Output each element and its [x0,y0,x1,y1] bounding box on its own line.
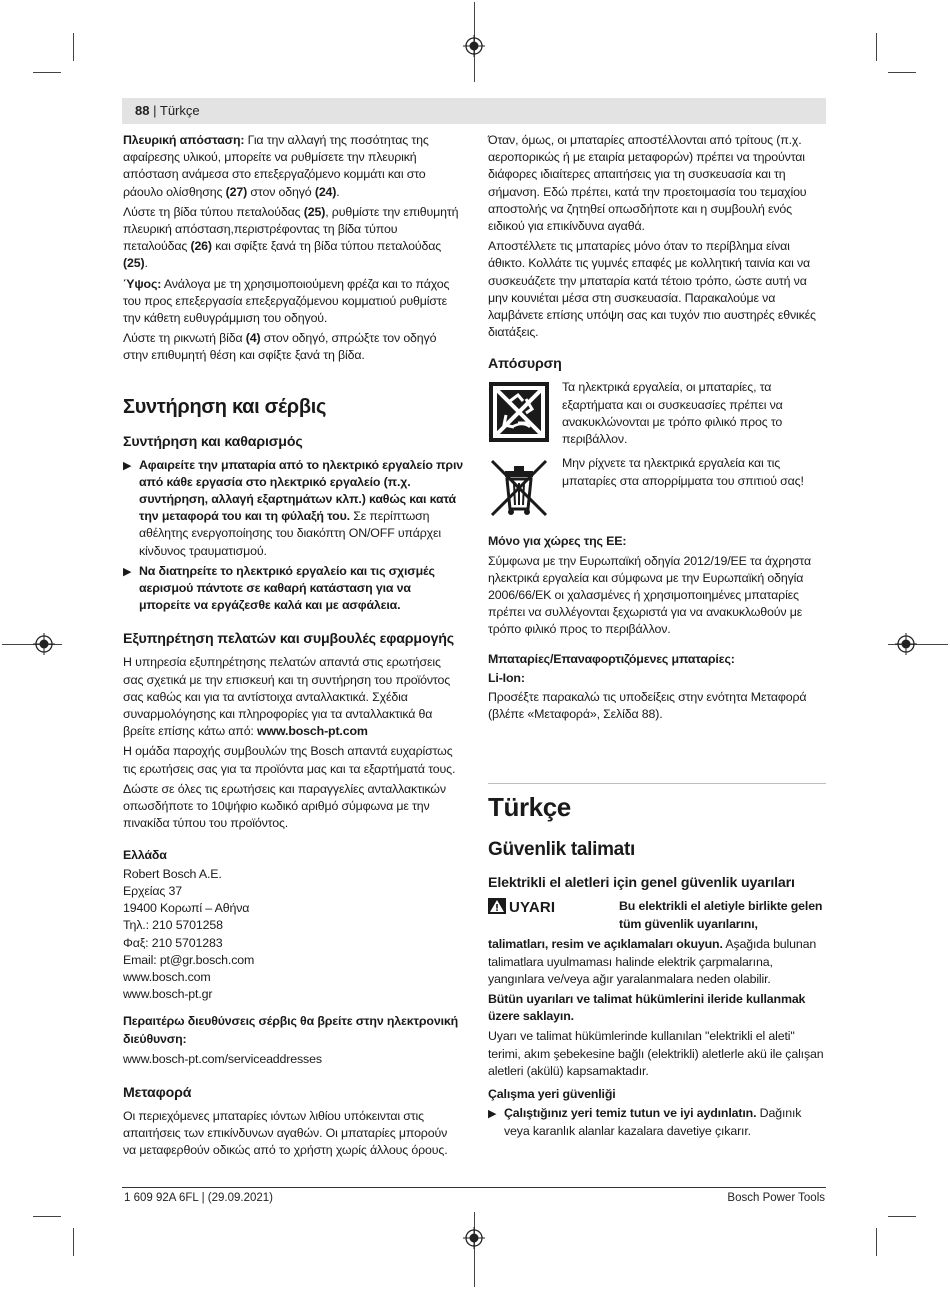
page-number: 88 [135,103,150,118]
footer-brand: Bosch Power Tools [727,1192,825,1204]
transport-paragraph: Οι περιεχόμενες μπαταρίες ιόντων λιθίου υπόκεινται στις απαιτήσεις των επικίνδυνων αγαθών. Οι μπαταρίες μπορούν να μεταφερθούν οδικώς από το χρήστη χωρίς άλλους όρους. [123,1108,448,1158]
bosch-pt-link[interactable]: www.bosch-pt.com [257,724,368,739]
wing-screw-paragraph: Λύστε τη βίδα τύπου πεταλούδας (25), ρυθμίστε την επιθυμητή πλευρική απόσταση,περιστρέφοντας τη βίδα τύπου πεταλούδας (26) και σφίξτε ξανά τη βίδα τύπου πεταλούδας (25). [123,204,459,271]
crop-mark-top-left-h [33,72,61,73]
registration-mark-icon [895,633,917,655]
right-column [488,132,826,1143]
heading-batteries: Μπαταρίες/Επαναφορτιζόμενες μπαταρίες: [488,651,735,666]
height-paragraph: Ύψος: Ανάλογα με τη χρησιμοποιούμενη φρέζα και το πάχος του προς επεξεργασία επεξεργαζόμενου κομματιού ρυθμίστε την κάθετη ευθυγράμμιση του οδηγού. [123,276,450,326]
crop-mark-bottom-left-h [33,1216,61,1217]
registration-mark-icon [463,35,485,57]
crop-mark-bottom-right-v [876,1228,877,1256]
warning-label: UYARI [488,898,555,916]
address-line: Robert Bosch A.E. [123,866,222,881]
heading-maintenance-cleaning: Συντήρηση και καθαρισμός [123,433,303,450]
bullet-triangle-icon: ▶ [123,459,132,472]
packaging-paragraph: Αποστέλλετε τις μπαταρίες μόνο όταν το περίβλημα είναι άθικτο. Κολλάτε τις γυμνές επαφές με κολλητική ταινία και να συσκευάζετε την μπαταρία κατά τέτοιο τρόπο, ώστε αυτή να μην κουνιέται μέσα στη συσκευασία. Παρακαλούμε να λαμβάνετε επίσης υπόψη σας και τυχόν πιο αυστηρές εθνικές διατάξεις. [488,239,816,340]
bullet-triangle-icon: ▶ [488,1108,497,1121]
disposal-bin-row [488,455,826,527]
bullet-triangle-icon: ▶ [123,565,132,578]
header-language: Türkçe [159,103,200,118]
list-item: ▶ Αφαιρείτε την μπαταρία από το ηλεκτρικό εργαλείο πριν από κάθε εργασία στο ηλεκτρικό εργαλείο (π.χ. συντήρηση, αλλαγή εξαρτημάτων κλπ.) καθώς και κατά την μεταφορά του και τη φύλαξή του. Σε περίπτωση αθέλητης ενεργοποίησης του διακόπτη ON/OFF υπάρχει κίνδυνος τραυματισμού. [123,457,463,558]
keep-instructions-note: Bütün uyarıları ve talimat hükümlerini ileride kullanmak üzere saklayın. [488,992,806,1024]
reg-line-bottom [474,1212,475,1287]
footer-rule [122,1187,826,1188]
disposal-text-2: Μην ρίχνετε τα ηλεκτρικά εργαλεία και τις μπαταρίες στα απορρίμματα του σπιτιού σας! [562,456,804,488]
header-separator: | [153,103,157,118]
crossed-bin-icon [488,457,550,519]
crop-mark-top-right-h [888,72,916,73]
more-service-addresses-note: Περαιτέρω διευθύνσεις σέρβις θα βρείτε στην ηλεκτρονική διεύθυνση: [123,1014,459,1046]
heading-maintenance-service: Συντήρηση και σέρβις [123,395,327,418]
list-item: ▶ Να διατηρείτε το ηλεκτρικό εργαλείο και τις σχισμές αερισμού πάντοτε σε καθαρή κατάσταση για να μπορείτε να εργάζεσθε καλά και με ασφάλεια. [123,563,435,613]
disposal-recycle-row [488,379,826,455]
heading-work-area-safety: Çalışma yeri güvenliği [488,1087,616,1102]
crop-mark-bottom-left-v [73,1228,74,1256]
crop-mark-top-right-v [876,33,877,61]
recycle-crossed-icon [488,381,550,443]
warning-block [488,898,826,936]
address-line: 19400 Κορωπί – Αθήνα [123,901,250,916]
term-definition-paragraph: Uyarı ve talimat hükümlerinde kullanılan "elektrikli el aleti" terimi, akım şebekesine bağlı (elektrikli) aletlerle akü ile çalışan aletleri (akülü) kapsamaktadır. [488,1029,824,1078]
customer-service-paragraph-3: Δώστε σε όλες τις ερωτήσεις και παραγγελίες ανταλλακτικών οπωσδήποτε το 10ψήφιο κωδικό αριθμό σύμφωνα με την πινακίδα τύπου του προϊόντος. [123,781,446,831]
registration-mark-icon [33,633,55,655]
heading-guvenlik: Güvenlik talimatı [488,839,635,861]
address-line: Φαξ: 210 5701283 [123,935,223,950]
crop-mark-bottom-right-h [888,1216,916,1217]
left-column [123,132,463,1163]
crop-mark-top-left-v [73,33,74,61]
service-addresses-link[interactable]: www.bosch-pt.com/serviceaddresses [123,1051,322,1066]
warning-continuation: talimatları, resim ve açıklamaları okuyun. Aşağıda bulunan talimatlara uyulmaması halinde elektrik çarpmalarına, yangınlara ve/veya ağır yaralanmalara neden olabilir. [488,937,817,986]
email-link[interactable]: Email: pt@gr.bosch.com [123,952,255,967]
heading-transport: Μεταφορά [123,1084,192,1101]
warning-triangle-icon [488,898,506,914]
heading-li-ion: Li-Ion: [488,670,525,685]
page-header-bar [122,98,826,124]
bosch-com-link[interactable]: www.bosch.com [123,969,211,984]
heading-disposal: Απόσυρση [488,356,562,373]
heading-general-safety: Elektrikli el aletleri için genel güvenlik uyarıları [488,875,795,892]
bosch-pt-gr-link[interactable]: www.bosch-pt.gr [123,987,213,1002]
page-header [135,103,200,118]
knurled-screw-paragraph: Λύστε τη ρικνωτή βίδα (4) στον οδηγό, σπρώξτε τον οδηγό στην επιθυμητή θέση και σφίξτε ξανά τη βίδα. [123,331,437,363]
heading-greece: Ελλάδα [123,847,167,862]
lateral-distance-paragraph: Πλευρική απόσταση: Για την αλλαγή της ποσότητας της αφαίρεσης υλικού, μπορείτε να ρυθμίσετε την πλευρική απόσταση ανάμεσα στο επεξεργαζόμενο κομμάτι και στο ράουλο ολίσθησης (27) στον οδηγό (24). [123,133,429,199]
customer-service-paragraph-1: Η υπηρεσία εξυπηρέτησης πελατών απαντά στις ερωτήσεις σας σχετικά με την επισκευή και τη συντήρηση του προϊόντος σας καθώς και για τα αντίστοιχα ανταλλακτικά. Σχέδια συναρμολόγησης και πληροφορίες για τα ανταλλακτικά θα βρείτε επίσης κάτω από: www.bosch-pt.com [123,655,451,739]
section-divider [488,783,826,784]
li-ion-paragraph: Προσέξτε παρακαλώ τις υποδείξεις στην ενότητα Μεταφορά (βλέπε «Μεταφορά», Σελίδα 88). [488,690,807,722]
shipping-paragraph: Όταν, όμως, οι μπαταρίες αποστέλλονται από τρίτους (π.χ. αεροπορικώς ή με εταιρία μεταφορών) πρέπει να τηρούνται διάφορες ιδιαίτερες απαιτήσεις για τη συσκευασία και τη σήμανση. Εδώ πρέπει, κατά την προετοιμασία του τεμαχίου αποστολής να ζητηθεί οπωσδήποτε και η συμβουλή ενός ειδικού για επικίνδυνα αγαθά. [488,133,807,234]
footer-doc-number: 1 609 92A 6FL | (29.09.2021) [124,1192,273,1204]
list-item: ▶ Çalıştığınız yeri temiz tutun ve iyi aydınlatın. Dağınık veya karanlık alanlar kazalara davetiye çıkarır. [488,1106,802,1138]
address-line: Τηλ.: 210 5701258 [123,918,223,933]
registration-mark-icon [463,1227,485,1249]
address-block [123,866,463,1004]
eu-directive-paragraph: Σύμφωνα με την Ευρωπαϊκή οδηγία 2012/19/ΕΕ τα άχρηστα ηλεκτρικά εργαλεία και σύμφωνα με την Ευρωπαϊκή οδηγία 2006/66/ΕΚ οι χαλασμένες ή χρησιμοποιημένες μπαταρίες πρέπει να συλλέγονται ξεχωριστά για να ανακυκλωθούν με τρόπο φιλικό προς το περιβάλλον. [488,553,811,637]
heading-turkce: Türkçe [488,792,571,823]
warning-side-text: Bu elektrikli el aletiyle birlikte gelen tüm güvenlik uyarılarını, [619,899,823,931]
address-line: Ερχείας 37 [123,883,182,898]
disposal-text-1: Τα ηλεκτρικά εργαλεία, οι μπαταρίες, τα εξαρτήματα και οι συσκευασίες πρέπει να ανακυκλώνονται με τρόπο φιλικό προς το περιβάλλον. [562,380,783,447]
heading-eu-only: Μόνο για χώρες της ΕΕ: [488,534,627,549]
heading-customer-service: Εξυπηρέτηση πελατών και συμβουλές εφαρμογής [123,631,454,648]
customer-service-paragraph-2: Η ομάδα παροχής συμβουλών της Bosch απαντά ευχαρίστως τις ερωτήσεις σας για τα προϊόντα μας και τα εξαρτήματά τους. [123,744,456,776]
